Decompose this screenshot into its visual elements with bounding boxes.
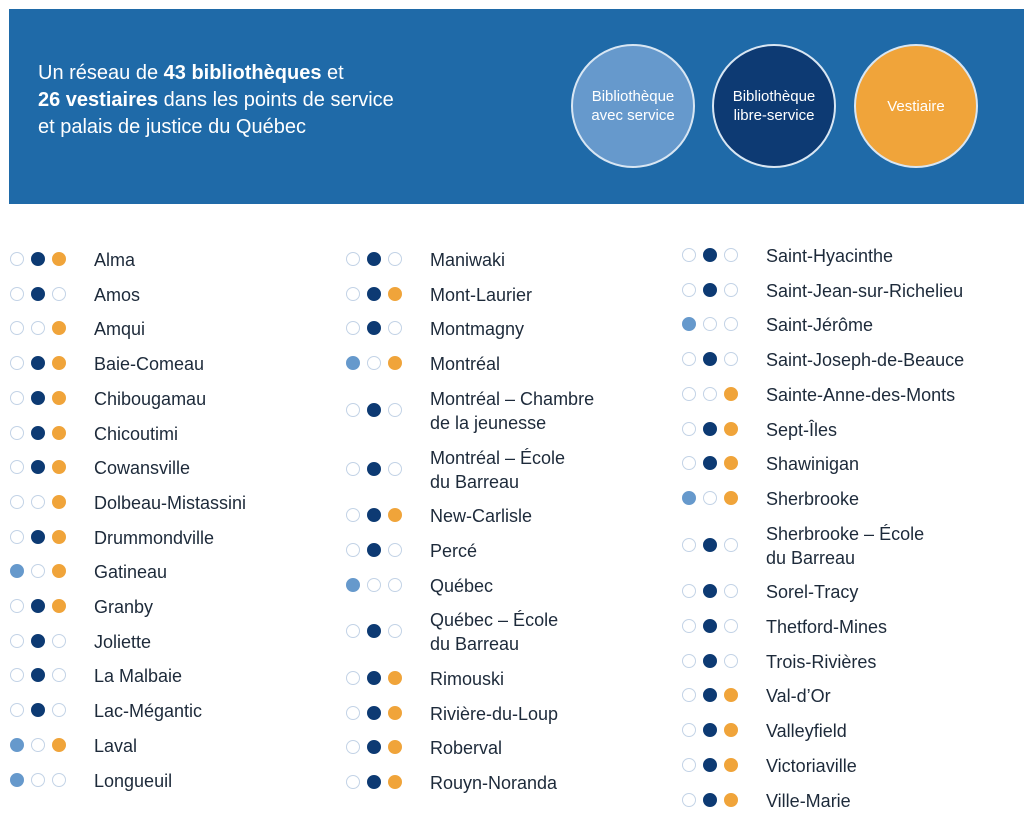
cloakroom-dot: [52, 530, 66, 544]
location-name: Québec: [430, 575, 494, 596]
legend-library-with-service: [571, 44, 695, 168]
location-name: Saint-Hyacinthe: [766, 246, 894, 266]
cloakroom-dot: [724, 758, 738, 772]
availability-dots: [346, 624, 406, 640]
location-name: Saint-Jean-sur-Richelieu: [766, 280, 964, 301]
library-with-service-dot: [682, 723, 696, 737]
availability-dots: [346, 740, 406, 756]
cloakroom-dot: [52, 634, 66, 648]
self-service-library-dot: [31, 599, 45, 613]
location-name: Trois-Rivières: [766, 651, 877, 672]
self-service-library-dot: [703, 584, 717, 598]
availability-dots: [346, 775, 406, 791]
library-with-service-dot: [10, 391, 24, 405]
library-with-service-dot: [346, 543, 360, 557]
library-with-service-dot: [346, 508, 360, 522]
location-name: Baie-Comeau: [94, 354, 205, 375]
availability-dots: [682, 283, 742, 299]
library-with-service-dot: [682, 584, 696, 598]
location-name: Victoriaville: [766, 755, 857, 776]
cloakroom-dot: [724, 688, 738, 702]
library-with-service-dot: [682, 654, 696, 668]
location-name: Val-d’Or: [766, 686, 831, 707]
self-service-library-dot: [31, 391, 45, 405]
cloakroom-dot: [52, 252, 66, 266]
headline-part: Un réseau de: [38, 62, 164, 84]
cloakroom-dot: [724, 538, 738, 552]
location-name: Montréal: [430, 354, 501, 375]
availability-dots: [346, 578, 406, 594]
library-with-service-dot: [346, 578, 360, 592]
self-service-library-dot: [367, 624, 381, 638]
self-service-library-dot: [703, 723, 717, 737]
availability-dots: [682, 538, 742, 554]
library-with-service-dot: [10, 287, 24, 301]
location-name: Roberval: [430, 738, 503, 759]
cloakroom-dot: [52, 599, 66, 613]
availability-dots: [682, 723, 742, 739]
headline-part: 26 vestiaires: [38, 89, 159, 111]
cloakroom-dot: [52, 287, 66, 301]
availability-dots: [10, 564, 70, 580]
cloakroom-dot: [388, 252, 402, 266]
self-service-library-dot: [703, 352, 717, 366]
library-with-service-dot: [346, 624, 360, 638]
location-name: Saint-Jérôme: [766, 315, 874, 336]
cloakroom-dot: [724, 248, 738, 262]
availability-dots: [10, 668, 70, 684]
library-with-service-dot: [346, 706, 360, 720]
location-name: Percé: [430, 540, 478, 561]
library-with-service-dot: [682, 248, 696, 262]
cloakroom-dot: [52, 426, 66, 440]
availability-dots: [10, 738, 70, 754]
library-with-service-dot: [10, 460, 24, 474]
location-name: Amos: [94, 284, 141, 305]
library-with-service-dot: [682, 793, 696, 807]
library-with-service-dot: [10, 668, 24, 682]
self-service-library-dot: [367, 403, 381, 417]
cloakroom-dot: [388, 321, 402, 335]
self-service-library-dot: [367, 252, 381, 266]
library-with-service-dot: [10, 530, 24, 544]
library-with-service-dot: [346, 671, 360, 685]
library-with-service-dot: [10, 703, 24, 717]
availability-dots: [346, 671, 406, 687]
cloakroom-dot: [388, 287, 402, 301]
self-service-library-dot: [31, 564, 45, 578]
self-service-library-dot: [31, 634, 45, 648]
legend-label: Bibliothèque libre-service: [732, 88, 816, 124]
availability-dots: [10, 530, 70, 546]
availability-dots: [10, 252, 70, 268]
availability-dots: [346, 403, 406, 419]
cloakroom-dot: [52, 773, 66, 787]
self-service-library-dot: [703, 317, 717, 331]
availability-dots: [10, 321, 70, 337]
cloakroom-dot: [388, 624, 402, 638]
self-service-library-dot: [703, 491, 717, 505]
location-name: Québec – École du Barreau: [430, 610, 559, 655]
cloakroom-dot: [388, 578, 402, 592]
self-service-library-dot: [367, 740, 381, 754]
location-name: Laval: [94, 735, 138, 756]
headline-part: 43 bibliothèques: [163, 62, 322, 84]
self-service-library-dot: [31, 773, 45, 787]
cloakroom-dot: [388, 403, 402, 417]
availability-dots: [682, 584, 742, 600]
library-with-service-dot: [10, 564, 24, 578]
cloakroom-dot: [388, 775, 402, 789]
availability-dots: [682, 688, 742, 704]
page-title: [38, 60, 538, 141]
library-with-service-dot: [10, 495, 24, 509]
legend-label: Bibliothèque avec service: [591, 88, 675, 124]
cloakroom-dot: [724, 283, 738, 297]
location-name: Montmagny: [430, 319, 525, 340]
cloakroom-dot: [724, 793, 738, 807]
self-service-library-dot: [367, 462, 381, 476]
self-service-library-dot: [703, 654, 717, 668]
location-name: Rimouski: [430, 669, 505, 689]
location-name: Sept-Îles: [766, 419, 838, 440]
self-service-library-dot: [703, 688, 717, 702]
library-with-service-dot: [346, 775, 360, 789]
library-with-service-dot: [10, 252, 24, 266]
location-name: Chibougamau: [94, 388, 207, 409]
location-name: Dolbeau-Mistassini: [94, 492, 247, 513]
location-name: Ville-Marie: [766, 790, 851, 811]
location-name: New-Carlisle: [430, 506, 533, 527]
availability-dots: [682, 758, 742, 774]
library-with-service-dot: [682, 491, 696, 505]
cloakroom-dot: [388, 356, 402, 370]
cloakroom-dot: [52, 391, 66, 405]
library-with-service-dot: [682, 317, 696, 331]
availability-dots: [10, 599, 70, 615]
library-with-service-dot: [346, 356, 360, 370]
library-with-service-dot: [10, 599, 24, 613]
self-service-library-dot: [367, 543, 381, 557]
cloakroom-dot: [724, 584, 738, 598]
location-name: Lac-Mégantic: [94, 701, 203, 722]
location-name: Sherbrooke – École du Barreau: [766, 523, 925, 568]
library-with-service-dot: [682, 352, 696, 366]
library-with-service-dot: [10, 321, 24, 335]
availability-dots: [10, 495, 70, 511]
location-name: Thetford-Mines: [766, 617, 888, 637]
headline-part: et palais de justice du Québec: [38, 116, 306, 138]
self-service-library-dot: [703, 456, 717, 470]
availability-dots: [346, 462, 406, 478]
location-name: Longueuil: [94, 770, 173, 791]
library-with-service-dot: [346, 252, 360, 266]
availability-dots: [682, 619, 742, 635]
self-service-library-dot: [703, 387, 717, 401]
self-service-library-dot: [703, 283, 717, 297]
location-name: Mont-Laurier: [430, 284, 533, 305]
cloakroom-dot: [52, 321, 66, 335]
cloakroom-dot: [52, 460, 66, 474]
self-service-library-dot: [31, 252, 45, 266]
self-service-library-dot: [31, 703, 45, 717]
library-with-service-dot: [682, 387, 696, 401]
legend-cloakroom: [854, 44, 978, 168]
self-service-library-dot: [367, 775, 381, 789]
self-service-library-dot: [703, 793, 717, 807]
self-service-library-dot: [31, 460, 45, 474]
self-service-library-dot: [367, 321, 381, 335]
availability-dots: [682, 387, 742, 403]
cloakroom-dot: [52, 738, 66, 752]
cloakroom-dot: [388, 706, 402, 720]
self-service-library-dot: [703, 248, 717, 262]
location-name: Gatineau: [94, 562, 168, 583]
self-service-library-dot: [703, 422, 717, 436]
self-service-library-dot: [703, 758, 717, 772]
cloakroom-dot: [52, 668, 66, 682]
availability-dots: [346, 706, 406, 722]
self-service-library-dot: [703, 538, 717, 552]
availability-dots: [682, 352, 742, 368]
availability-dots: [346, 287, 406, 303]
location-name: Drummondville: [94, 527, 215, 548]
availability-dots: [10, 703, 70, 719]
availability-dots: [346, 508, 406, 524]
location-name: Joliette: [94, 631, 152, 652]
self-service-library-dot: [367, 706, 381, 720]
cloakroom-dot: [724, 317, 738, 331]
headline-part: et: [321, 62, 344, 84]
library-with-service-dot: [682, 456, 696, 470]
location-name: Granby: [94, 597, 154, 617]
cloakroom-dot: [724, 352, 738, 366]
library-with-service-dot: [346, 287, 360, 301]
cloakroom-dot: [724, 387, 738, 401]
self-service-library-dot: [367, 671, 381, 685]
cloakroom-dot: [388, 462, 402, 476]
library-with-service-dot: [10, 356, 24, 370]
library-with-service-dot: [10, 426, 24, 440]
location-name: Rouyn-Noranda: [430, 773, 558, 794]
headline-part: dans les points de service: [158, 89, 394, 111]
cloakroom-dot: [724, 654, 738, 668]
library-with-service-dot: [682, 758, 696, 772]
location-name: Amqui: [94, 319, 146, 340]
availability-dots: [10, 287, 70, 303]
cloakroom-dot: [724, 456, 738, 470]
library-with-service-dot: [682, 422, 696, 436]
location-name: Sainte-Anne-des-Monts: [766, 384, 956, 405]
self-service-library-dot: [31, 738, 45, 752]
availability-dots: [682, 793, 742, 809]
cloakroom-dot: [724, 422, 738, 436]
self-service-library-dot: [367, 287, 381, 301]
library-with-service-dot: [346, 740, 360, 754]
cloakroom-dot: [52, 356, 66, 370]
location-name: Montréal – École du Barreau: [430, 447, 566, 492]
self-service-library-dot: [367, 578, 381, 592]
cloakroom-dot: [724, 619, 738, 633]
cloakroom-dot: [52, 703, 66, 717]
cloakroom-dot: [388, 543, 402, 557]
self-service-library-dot: [31, 668, 45, 682]
availability-dots: [682, 654, 742, 670]
location-name: Shawinigan: [766, 454, 860, 475]
self-service-library-dot: [367, 508, 381, 522]
library-with-service-dot: [10, 773, 24, 787]
cloakroom-dot: [52, 564, 66, 578]
location-name: Maniwaki: [430, 250, 506, 270]
availability-dots: [346, 321, 406, 337]
cloakroom-dot: [724, 491, 738, 505]
availability-dots: [10, 460, 70, 476]
cloakroom-dot: [388, 508, 402, 522]
availability-dots: [682, 491, 742, 507]
self-service-library-dot: [31, 530, 45, 544]
availability-dots: [682, 422, 742, 438]
self-service-library-dot: [31, 321, 45, 335]
library-with-service-dot: [346, 462, 360, 476]
library-with-service-dot: [346, 403, 360, 417]
library-with-service-dot: [10, 738, 24, 752]
self-service-library-dot: [31, 495, 45, 509]
availability-dots: [10, 634, 70, 650]
location-name: Sherbrooke: [766, 488, 860, 509]
self-service-library-dot: [31, 287, 45, 301]
library-with-service-dot: [10, 634, 24, 648]
location-name: Rivière-du-Loup: [430, 703, 559, 724]
availability-dots: [682, 248, 742, 264]
location-name: Chicoutimi: [94, 423, 179, 444]
location-name: Sorel-Tracy: [766, 582, 859, 603]
availability-dots: [10, 426, 70, 442]
cloakroom-dot: [388, 740, 402, 754]
availability-dots: [682, 456, 742, 472]
legend-label: Vestiaire: [887, 97, 945, 115]
library-with-service-dot: [682, 619, 696, 633]
availability-dots: [682, 317, 742, 333]
location-name: Alma: [94, 250, 136, 270]
location-name: Valleyfield: [766, 721, 847, 742]
self-service-library-dot: [31, 426, 45, 440]
cloakroom-dot: [388, 671, 402, 685]
library-with-service-dot: [682, 688, 696, 702]
availability-dots: [10, 391, 70, 407]
library-with-service-dot: [346, 321, 360, 335]
cloakroom-dot: [52, 495, 66, 509]
availability-dots: [346, 356, 406, 372]
legend-self-service-library: [712, 44, 836, 168]
self-service-library-dot: [367, 356, 381, 370]
location-name: La Malbaie: [94, 666, 183, 687]
location-name: Cowansville: [94, 458, 191, 479]
library-with-service-dot: [682, 538, 696, 552]
self-service-library-dot: [31, 356, 45, 370]
availability-dots: [10, 356, 70, 372]
self-service-library-dot: [703, 619, 717, 633]
availability-dots: [346, 543, 406, 559]
library-with-service-dot: [682, 283, 696, 297]
cloakroom-dot: [724, 723, 738, 737]
availability-dots: [346, 252, 406, 268]
location-name: Saint-Joseph-de-Beauce: [766, 350, 965, 371]
location-name: Montréal – Chambre de la jeunesse: [430, 388, 595, 433]
availability-dots: [10, 773, 70, 789]
